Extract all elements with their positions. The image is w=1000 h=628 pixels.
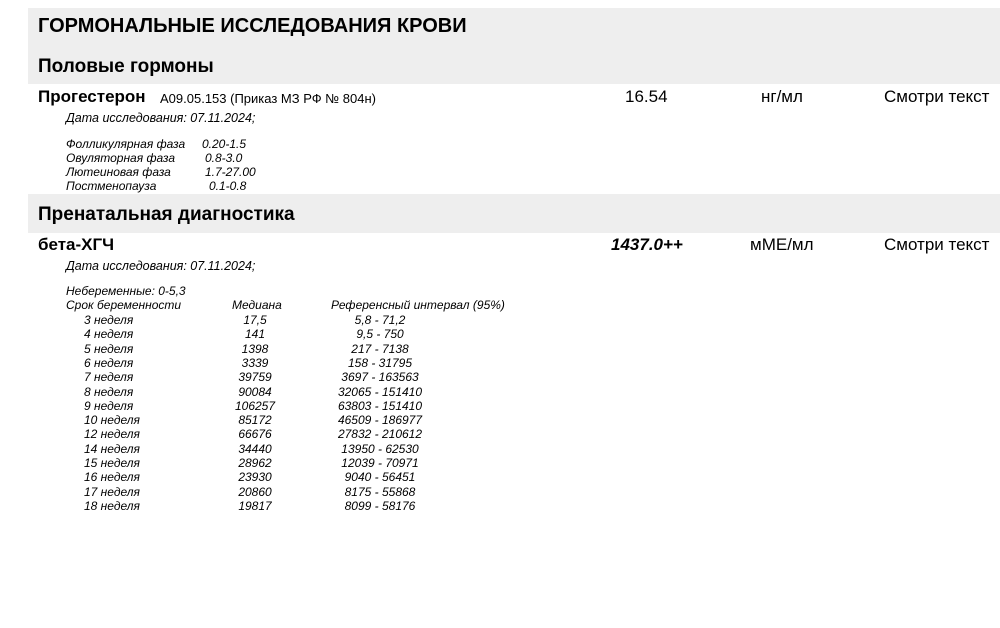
test-name-progesterone: Прогестерон xyxy=(38,87,146,106)
table-row-interval: 27832 - 210612 xyxy=(337,427,423,442)
table-row-week: 3 неделя xyxy=(84,313,134,327)
table-row-week: 9 неделя xyxy=(84,398,134,413)
table-row-median: 106257 xyxy=(234,398,276,413)
phase-label: Лютеиновая фаза xyxy=(66,165,171,179)
table-row-median: 3339 xyxy=(241,355,269,370)
table-row-week: 10 неделя xyxy=(84,413,140,428)
phase-range: 0.20-1.5 xyxy=(202,137,247,151)
test-reference: Смотри текст xyxy=(884,87,990,106)
table-row-interval: 217 - 7138 xyxy=(351,341,409,356)
table-row-interval: 158 - 31795 xyxy=(347,355,413,370)
test-unit: нг/мл xyxy=(761,87,803,106)
table-row-interval: 8175 - 55868 xyxy=(344,484,416,499)
test-result: 1437.0++ xyxy=(611,235,683,254)
table-row-week: 15 неделя xyxy=(84,456,140,470)
table-header: Срок беременности xyxy=(66,298,182,312)
table-header: Медиана xyxy=(232,298,282,312)
table-row-week: 18 неделя xyxy=(84,498,140,513)
table-row-median: 39759 xyxy=(238,370,272,385)
test-code: A09.05.153 (Приказ МЗ РФ № 804н) xyxy=(160,91,376,106)
table-row-week: 4 неделя xyxy=(84,327,134,342)
table-row-median: 20860 xyxy=(238,484,272,499)
nonpregnant-range: Небеременные: 0-5,3 xyxy=(66,284,186,298)
table-row-median: 90084 xyxy=(238,384,272,399)
test-date: Дата исследования: 07.11.2024; xyxy=(66,111,256,125)
section-title-sex-hormones: Половые гормоны xyxy=(38,56,214,77)
table-row-median: 23930 xyxy=(238,470,272,485)
table-row-interval: 3697 - 163563 xyxy=(341,370,419,385)
table-row-week: 12 неделя xyxy=(84,427,140,442)
table-row-week: 7 неделя xyxy=(84,370,134,385)
table-row-week: 5 неделя xyxy=(84,341,134,356)
phase-label: Овуляторная фаза xyxy=(66,151,176,165)
table-row-median: 141 xyxy=(244,327,266,342)
table-header: Референсный интервал (95%) xyxy=(331,298,505,312)
table-row-week: 8 неделя xyxy=(84,384,134,399)
table-row-interval: 9040 - 56451 xyxy=(344,470,416,485)
phase-range: 0.8-3.0 xyxy=(205,151,243,165)
table-row-median: 1398 xyxy=(241,341,269,356)
table-row-interval: 8099 - 58176 xyxy=(344,498,416,513)
phase-range: 0.1-0.8 xyxy=(209,179,247,193)
test-unit: мМЕ/мл xyxy=(750,235,814,254)
table-row-median: 17,5 xyxy=(243,313,267,327)
table-row-interval: 5,8 - 71,2 xyxy=(354,313,406,327)
phase-range: 1.7-27.00 xyxy=(205,165,256,179)
test-reference: Смотри текст xyxy=(884,235,990,254)
table-row-interval: 63803 - 151410 xyxy=(337,398,423,413)
table-row-interval: 46509 - 186977 xyxy=(337,413,423,428)
table-row-week: 16 неделя xyxy=(84,470,140,485)
test-name-hcg: бета-ХГЧ xyxy=(38,235,115,254)
table-row-median: 34440 xyxy=(238,441,272,456)
table-row-interval: 12039 - 70971 xyxy=(341,456,419,470)
table-row-median: 85172 xyxy=(238,413,272,428)
table-row-interval: 32065 - 151410 xyxy=(337,384,423,399)
page-title: ГОРМОНАЛЬНЫЕ ИССЛЕДОВАНИЯ КРОВИ xyxy=(38,15,467,37)
table-row-median: 28962 xyxy=(238,456,272,470)
table-row-interval: 13950 - 62530 xyxy=(341,441,419,456)
phase-label: Фолликулярная фаза xyxy=(66,137,186,151)
table-row-interval: 9,5 - 750 xyxy=(356,327,404,342)
test-date: Дата исследования: 07.11.2024; xyxy=(66,259,256,273)
table-row-median: 19817 xyxy=(238,498,272,513)
phase-label: Постменопауза xyxy=(66,179,157,193)
table-row-week: 17 неделя xyxy=(84,484,140,499)
test-result: 16.54 xyxy=(625,87,668,106)
section-title-prenatal: Пренатальная диагностика xyxy=(38,204,295,225)
table-row-week: 6 неделя xyxy=(84,355,134,370)
table-row-median: 66676 xyxy=(238,427,272,442)
table-row-week: 14 неделя xyxy=(84,441,140,456)
